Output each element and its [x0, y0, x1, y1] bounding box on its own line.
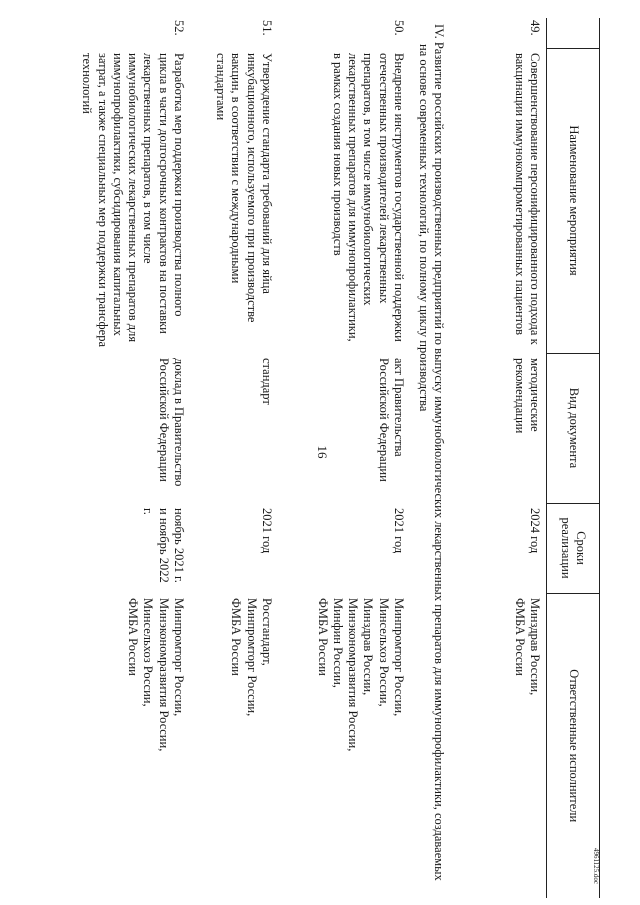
row-deadline: 2024 год — [528, 508, 542, 554]
row-deadline: 2021 год — [392, 508, 406, 554]
row-doc-type: стандарт — [260, 358, 274, 405]
row-doc-type: доклад в Правительство Российской Федерации — [156, 358, 186, 487]
table-row — [451, 18, 547, 898]
row-deadline: 2021 год — [260, 508, 274, 554]
header-name: Наименование мероприятия — [547, 48, 600, 353]
row-name: Разработка мер поддержки производства полного цикла в части долгосрочных контрактов на поставки лекарственных препаратов, в том числе иммунобиологических лекарственных препаратов для иммунопрофилактики, субсидирования капитальных затрат, а также специальных мер поддержки трансфера технологий — [80, 53, 186, 348]
row-doc-type: акт Правительства Российской Федерации — [376, 358, 406, 482]
page-number: 16 — [315, 445, 330, 459]
row-executors: Росстандарт, Минпромторг России, ФМБА России — [229, 598, 274, 717]
row-name: Утверждение стандарта требований для яйца инкубационного, используемого при производстве вакцин, в соответствии с международными стандартами — [214, 53, 274, 323]
row-executors: Минпромторг России, Минсельхоз России, Минздрав России, Минэкономразвития России, Минфин России, ФМБА России — [315, 598, 406, 752]
header-deadline: Сроки реализации — [547, 503, 600, 593]
row-number: 49. — [528, 20, 542, 36]
table-row — [278, 18, 410, 898]
table-row — [190, 18, 278, 898]
header-executors: Ответственные исполнители — [547, 593, 600, 898]
section-row — [410, 18, 451, 898]
table-row — [30, 18, 190, 898]
document-file-reference: 4961125.doc — [592, 847, 600, 885]
header-doc-type: Вид документа — [547, 353, 600, 503]
row-number: 52. — [172, 20, 186, 36]
row-name: Совершенствование персонифицированного подхода к вакцинации иммунокомпрометированных пациентов — [512, 53, 542, 345]
measures-table — [30, 18, 600, 898]
measures-table-container — [40, 18, 600, 898]
row-number: 51. — [260, 20, 274, 36]
row-executors: Минздрав России, ФМБА России — [512, 598, 542, 696]
row-name: Внедрение инструментов государственной поддержки отечественных производителей лекарственных препаратов, в том числе иммунобиологических лекарственных препаратов для иммунопрофилактики, в рамках создания новых производств — [331, 53, 406, 342]
section-heading-text: IV. Развитие российских производственных предприятий по выпуску иммунобиологических лекарственных препаратов для иммунопрофилактики, создаваемых на основе современных технологий, по полному циклу производства — [417, 24, 447, 881]
row-doc-type: методические рекомендации — [512, 358, 542, 434]
table-header-row — [547, 18, 600, 898]
header-num — [547, 18, 600, 48]
section-heading — [410, 18, 451, 898]
row-deadline: ноябрь 2021 г. и ноябрь 2022 г. — [141, 508, 186, 583]
row-number: 50. — [392, 20, 406, 36]
row-executors: Минпромторг России, Минэкономразвития России, Минсельхоз России, ФМБА России — [126, 598, 186, 752]
